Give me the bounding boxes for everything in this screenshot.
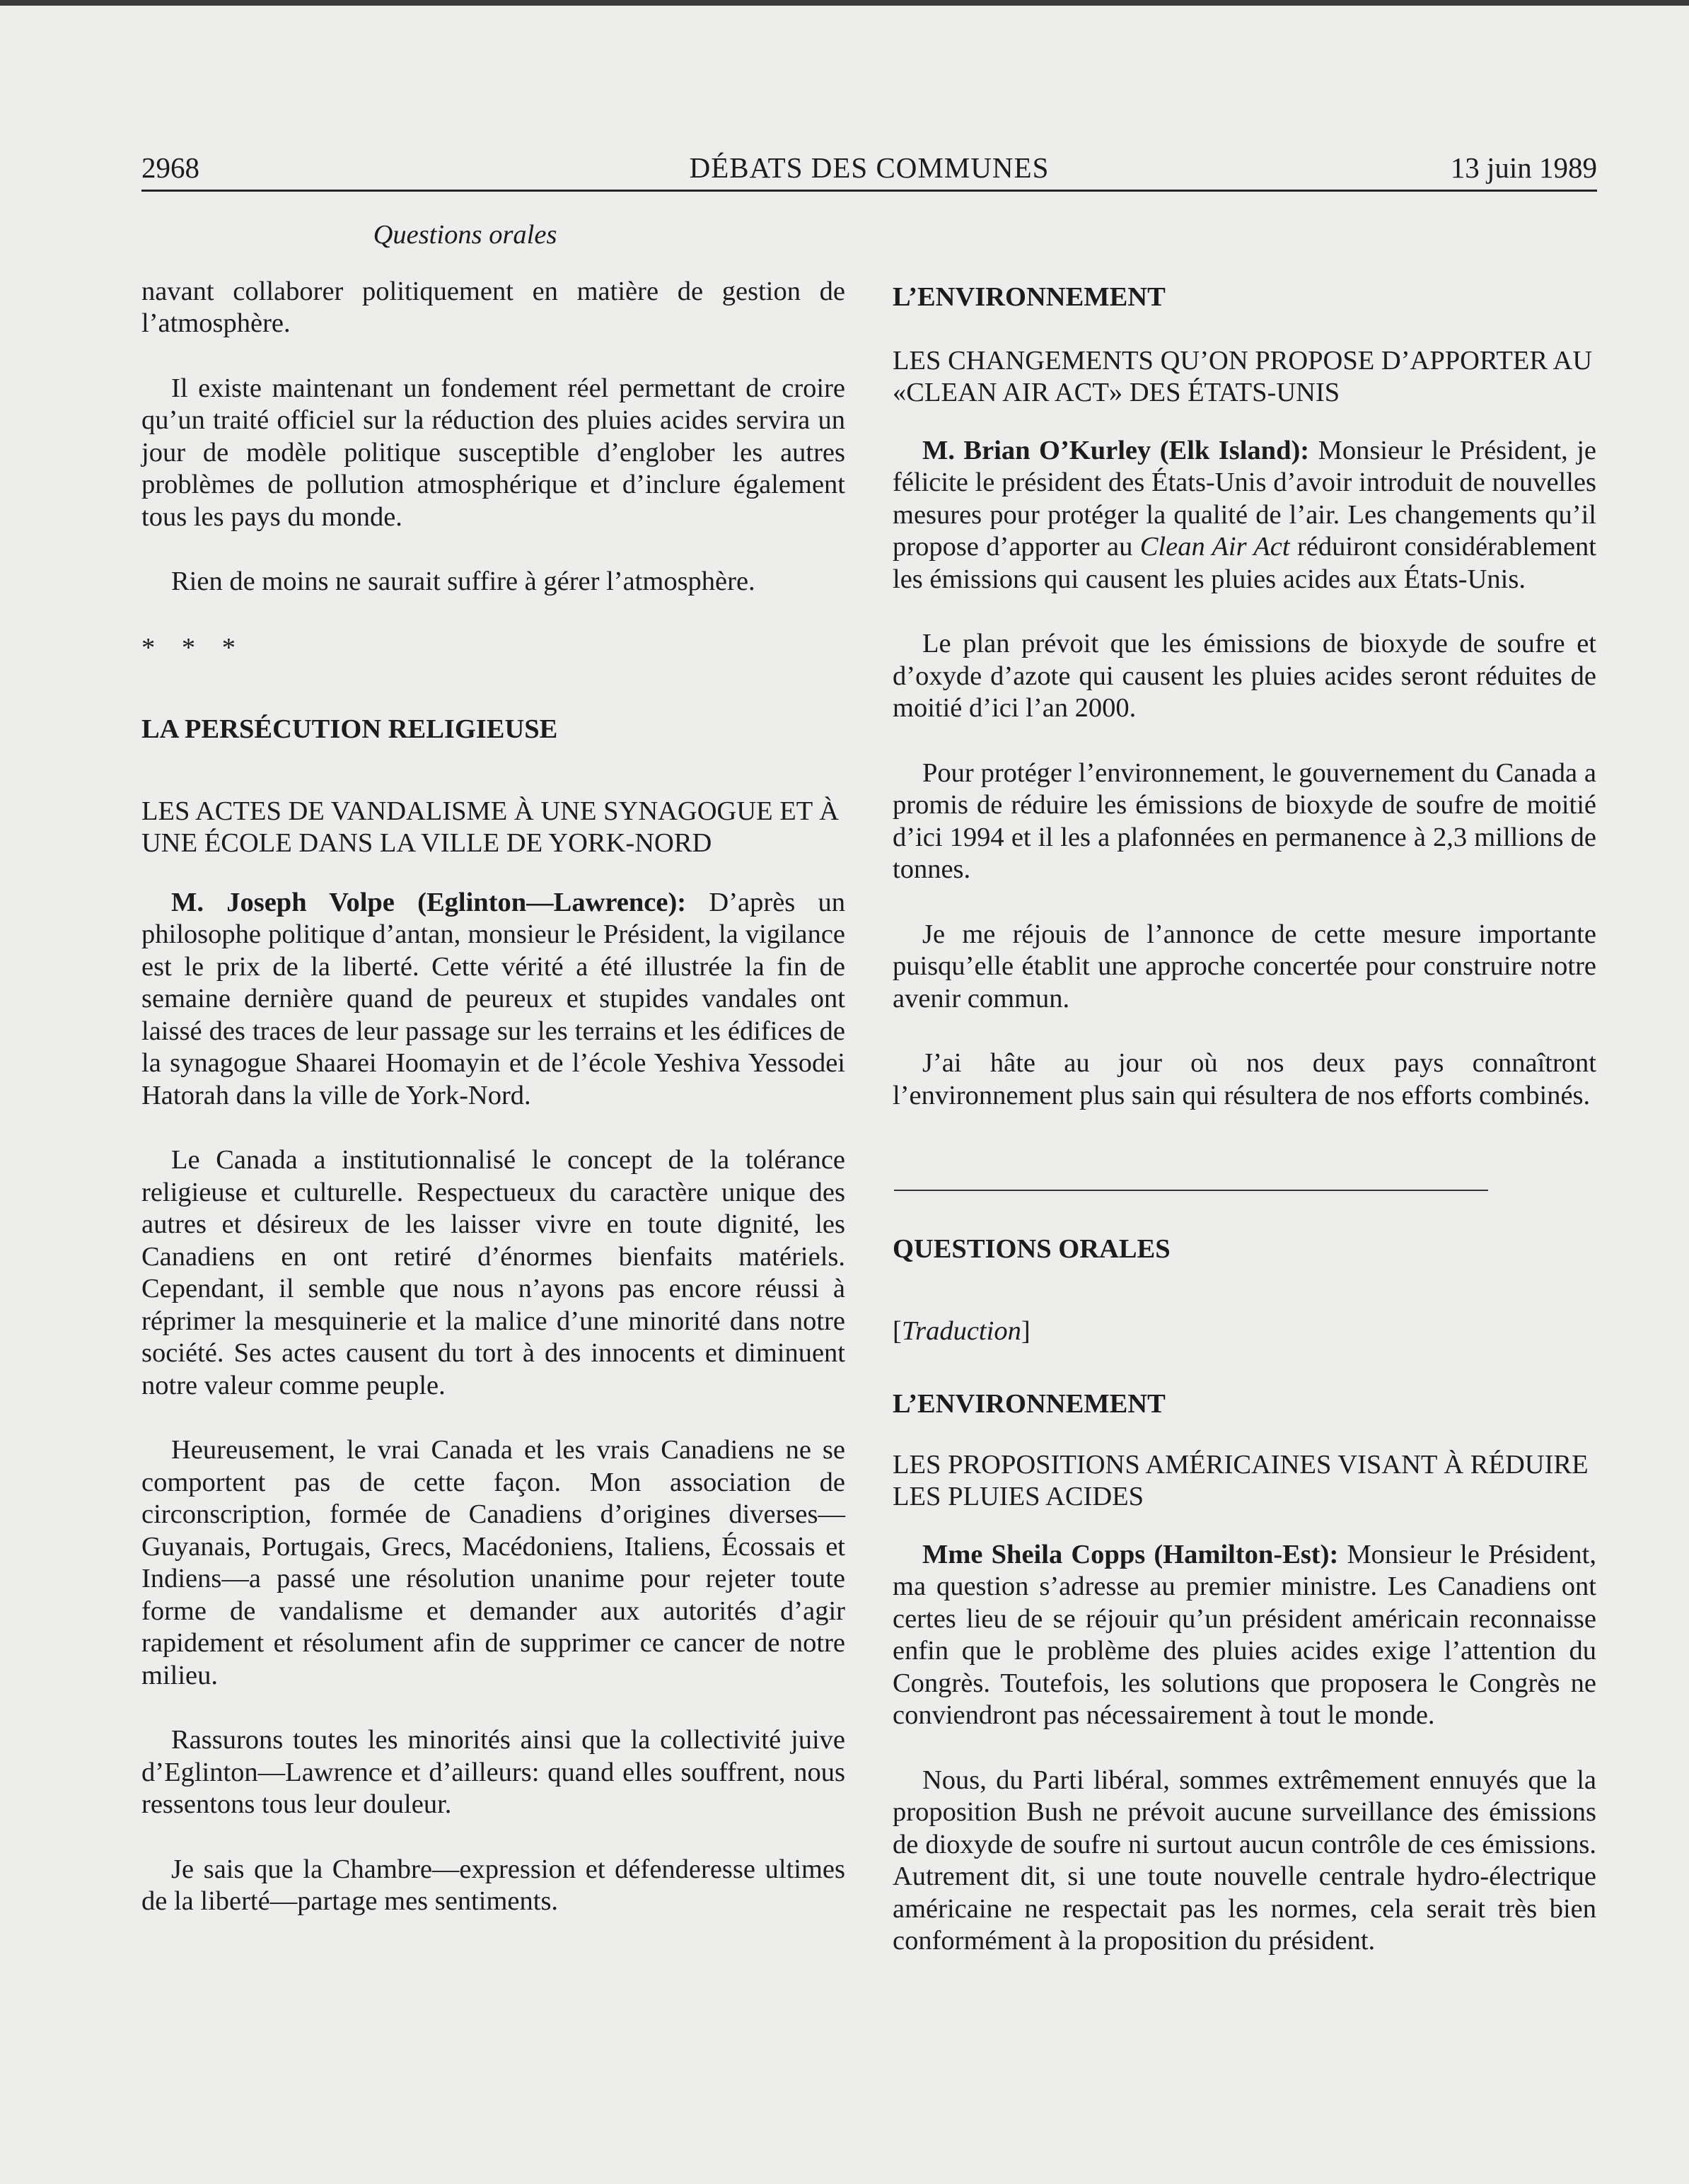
subtitle-clean-air-2: «CLEAN AIR ACT» DES ÉTATS-UNIS (893, 378, 1340, 407)
speaker-copps: Mme Sheila Copps (Hamilton-Est): (922, 1539, 1339, 1569)
page-number: 2968 (141, 151, 199, 184)
translation-tag-text: Traduction (901, 1315, 1021, 1346)
volpe-paragraph-4: Rassurons toutes les minorités ainsi que la collectivité juive d’Eglinton—Lawrence et d’ailleurs: quand elles souffrent, nous ressentons tous leur douleur. (141, 1725, 845, 1819)
page-header (141, 150, 1597, 191)
volpe-paragraph-3: Heureusement, le vrai Canada et les vrais Canadiens ne se comportent pas de cette façon. Mon association de circonscription, formée de Canadiens d’origines diverses—Guyanais, Portugais, Grecs, Macédoniens, Italiens, Écossais et Indiens—a passé une résolution unanime pour rejeter toute forme de vandalisme et demander aux autorités d’agir rapidement et résolument afin de supprimer ce cancer de notre milieu. (141, 1435, 845, 1690)
okurley-text-italic: Clean Air Act (1139, 532, 1290, 562)
header-rule (141, 190, 1597, 192)
okurley-text-1a: Monsieur le Président, je félicite le président des États-Unis d’avoir introduit de nouvelles mesures pour protéger la qualité de l’air. Les changements qu’il propose d’apporter au (893, 435, 1596, 562)
speaker-okurley: M. Brian O’Kurley (Elk Island): (922, 435, 1310, 465)
section-title-environnement: L’ENVIRONNEMENT (893, 282, 1166, 312)
paragraph-traite: Il existe maintenant un fondement réel permettant de croire qu’un traité officiel sur la réduction des pluies acides servira un jour de modèle politique susceptible d’englober les autres problèmes de pollution atmosphérique et d’inclure également tous les pays du monde. (141, 373, 845, 532)
okurley-paragraph-2: Le plan prévoit que les émissions de bioxyde de soufre et d’oxyde d’azote qui causent les pluies acides seront réduites de moitié d’ici l’an 2000. (893, 629, 1596, 723)
running-head: Questions orales (373, 220, 557, 250)
speaker-volpe: M. Joseph Volpe (Eglinton—Lawrence): (171, 887, 687, 917)
subtitle-line-2: UNE ÉCOLE DANS LA VILLE DE YORK-NORD (141, 828, 712, 858)
section-title-persecution: LA PERSÉCUTION RELIGIEUSE (141, 714, 558, 744)
subtitle-propositions-1: LES PROPOSITIONS AMÉRICAINES VISANT À RÉDUIRE (893, 1449, 1589, 1480)
translation-tag: [Traduction] (893, 1315, 1031, 1346)
subtitle-propositions-2: LES PLUIES ACIDES (893, 1482, 1144, 1511)
okurley-text-1b: réduiront considérablement les émissions qui causent les pluies acides aux États-Unis. (893, 532, 1597, 594)
subtitle-line-1: LES ACTES DE VANDALISME À UNE SYNAGOGUE ET À (141, 796, 840, 826)
publication-title: DÉBATS DES COMMUNES (689, 151, 1050, 184)
section-separator: * * * (141, 632, 245, 663)
volpe-paragraph-5: Je sais que la Chambre—expression et défenderesse ultimes de la liberté—partage mes sentiments. (141, 1854, 845, 1916)
paragraph-continuation: navant collaborer politiquement en matière de gestion de l’atmosphère. (141, 276, 845, 338)
paragraph-rien: Rien de moins ne saurait suffire à gérer l’atmosphère. (171, 567, 755, 596)
volpe-text-1: D’après un philosophe politique d’antan, monsieur le Président, la vigilance est le prix de la liberté. Cette vérité a été illustrée la fin de semaine dernière quand de peureux et stupides vandales ont laissé des traces de leur passage sur les terrains et les édifices de la synagogue Shaarei Hoomayin et de l’école Yeshiva Yessodei Hatorah dans la ville de York-Nord. (141, 887, 846, 1110)
volpe-paragraph-1 (141, 887, 845, 1113)
page-date: 13 juin 1989 (1450, 151, 1597, 184)
copps-paragraph-1 (893, 1539, 1596, 1732)
section-title-environnement-2: L’ENVIRONNEMENT (893, 1389, 1166, 1419)
scan-edge (0, 0, 1689, 6)
volpe-paragraph-2: Le Canada a institutionnalisé le concept de la tolérance religieuse et culturelle. Respectueux du caractère unique des autres et désireux de les laisser vivre en toute dignité, les Canadiens en ont retiré d’énormes bienfaits matériels. Cependant, il semble que nous n’ayons pas encore réussi à réprimer la mesquinerie et la malice d’une minorité dans notre société. Ses actes causent du tort à des innocents et diminuent notre valeur comme peuple. (141, 1145, 845, 1400)
copps-paragraph-2: Nous, du Parti libéral, sommes extrêmement ennuyés que la proposition Bush ne prévoit aucune surveillance des émissions de dioxyde de soufre ni surtout aucun contrôle de ces émissions. Autrement dit, si une toute nouvelle centrale hydro-électrique américaine ne respectait pas les normes, cela serait très bien conformément à la proposition du président. (893, 1765, 1596, 1956)
subtitle-clean-air-1: LES CHANGEMENTS QU’ON PROPOSE D’APPORTER AU (893, 345, 1593, 376)
right-column (893, 281, 1596, 1958)
left-column (141, 219, 845, 1918)
okurley-paragraph-1 (893, 435, 1596, 596)
major-heading-questions-orales: QUESTIONS ORALES (893, 1234, 1171, 1264)
okurley-paragraph-4: Je me réjouis de l’annonce de cette mesure importante puisqu’elle établit une approche concertée pour construire notre avenir commun. (893, 919, 1596, 1013)
section-divider (894, 1190, 1488, 1191)
okurley-paragraph-5: J’ai hâte au jour où nos deux pays connaîtront l’environnement plus sain qui résultera de nos efforts combinés. (893, 1048, 1596, 1110)
copps-text-1: Monsieur le Président, ma question s’adresse au premier ministre. Les Canadiens ont certes lieu de se réjouir qu’un président américain reconnaisse enfin que le problème des pluies acides exige l’attention du Congrès. Toutefois, les solutions que proposera le Congrès ne conviendront pas nécessairement à tout le monde. (893, 1539, 1597, 1730)
okurley-paragraph-3: Pour protéger l’environnement, le gouvernement du Canada a promis de réduire les émissions de bioxyde de soufre de moitié d’ici 1994 et il les a plafonnées en permanence à 2,3 millions de tonnes. (893, 757, 1596, 884)
